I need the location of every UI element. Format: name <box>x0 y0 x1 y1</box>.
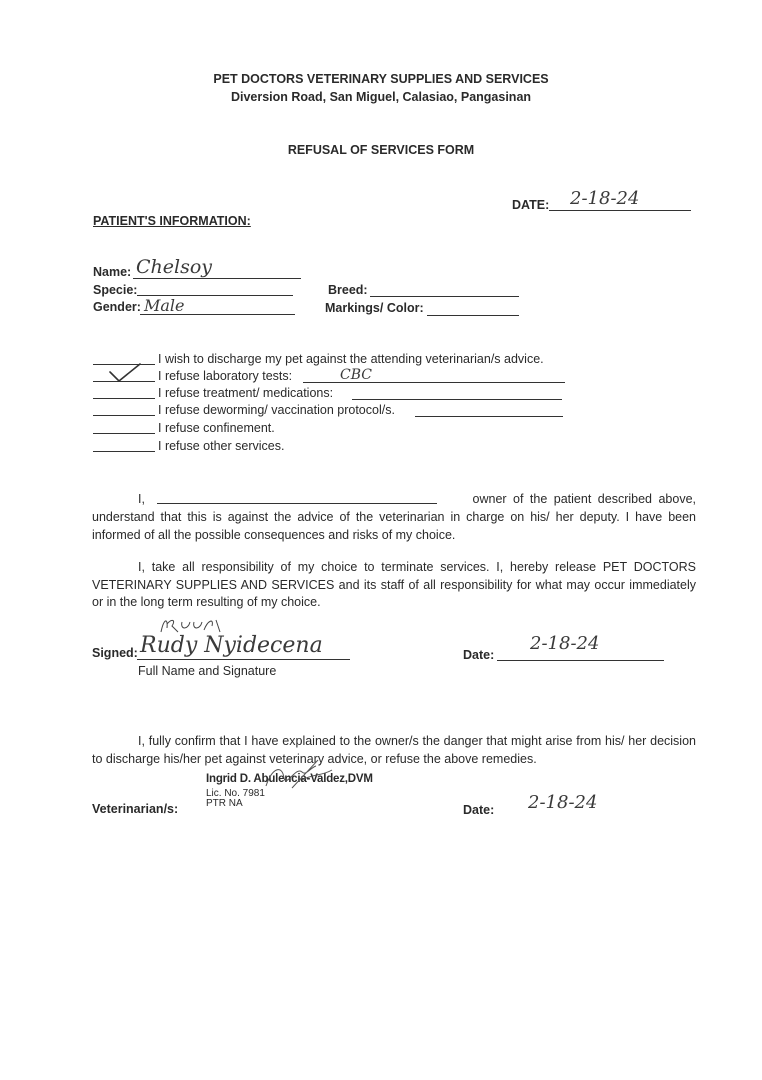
signed-date-label: Date: <box>463 648 495 662</box>
vet-license: Lic. No. 7981 <box>206 788 265 799</box>
date-value[interactable]: 2-18-24 <box>570 188 640 209</box>
refusal-item-2: I refuse laboratory tests: <box>158 369 293 383</box>
name-value[interactable]: Chelsoy <box>136 256 213 278</box>
checkmark-icon <box>108 362 142 389</box>
refusal-blank-5[interactable] <box>93 433 155 434</box>
markings-line <box>427 315 519 316</box>
patient-section-title: PATIENT'S INFORMATION: <box>93 214 251 228</box>
statement3: I, fully confirm that I have explained to the owner/s the danger that might arise from his/ her decision to discharge his/her pet against veterinary advice, or refuse the above remedies. <box>92 734 696 766</box>
refusal-blank-6[interactable] <box>93 451 155 452</box>
owner-name-line[interactable] <box>157 503 437 504</box>
lab-tests-value[interactable]: CBC <box>340 367 372 383</box>
vet-signature-icon <box>262 758 342 799</box>
refusal-item-5: I refuse confinement. <box>158 421 275 435</box>
signature-line[interactable] <box>137 659 350 660</box>
refusal-item-4: I refuse deworming/ vaccination protocol/s. <box>158 403 395 417</box>
statement1-lead: I, <box>138 492 145 506</box>
owner-signature: Rudy Nyidecena <box>140 633 323 658</box>
signed-date-value[interactable]: 2-18-24 <box>530 633 600 654</box>
company-name: PET DOCTORS VETERINARY SUPPLIES AND SERVICES <box>213 72 549 86</box>
treatment-line <box>352 399 562 400</box>
refusal-blank-3[interactable] <box>93 398 155 399</box>
name-line <box>133 278 301 279</box>
vet-label: Veterinarian/s: <box>92 802 179 816</box>
markings-label: Markings/ Color: <box>325 301 424 315</box>
statement2: I, take all responsibility of my choice to terminate services. I, hereby release PET DOCTORS VETERINARY SUPPLIES AND SERVICES and its staff of all responsibility for what may occur immediately or in the long term resulting of my choice. <box>92 560 696 609</box>
specie-label: Specie: <box>93 283 138 297</box>
vet-date-label: Date: <box>463 803 495 817</box>
signed-sub-label: Full Name and Signature <box>138 664 277 678</box>
form-title: REFUSAL OF SERVICES FORM <box>287 143 475 157</box>
signed-label: Signed: <box>92 646 138 660</box>
breed-line <box>370 296 519 297</box>
statement1-owner-text: owner of the patient described above, <box>472 492 696 506</box>
date-line <box>549 210 691 211</box>
signed-date-line <box>497 660 664 661</box>
vet-stamp-name: Ingrid D. Abulencia-Valdez,DVM <box>206 773 373 785</box>
name-label: Name: <box>93 265 132 279</box>
refusal-item-1: I wish to discharge my pet against the attending veterinarian/s advice. <box>158 352 544 366</box>
gender-value[interactable]: Male <box>144 296 185 315</box>
date-label: DATE: <box>512 198 550 212</box>
company-address: Diversion Road, San Miguel, Calasiao, Pangasinan <box>230 90 532 104</box>
statement1-body: understand that this is against the advice of the veterinarian in charge on his/ her deputy. I have been informed of all the possible consequences and risks of my choice. <box>92 510 696 542</box>
breed-label: Breed: <box>328 283 368 297</box>
refusal-item-3: I refuse treatment/ medications: <box>158 386 334 400</box>
refusal-item-6: I refuse other services. <box>158 439 285 453</box>
signature-flourish-icon <box>158 614 228 641</box>
deworming-line <box>415 416 563 417</box>
vet-ptr: PTR NA <box>206 798 243 809</box>
gender-label: Gender: <box>93 300 141 314</box>
refusal-blank-4[interactable] <box>93 415 155 416</box>
vet-date-value[interactable]: 2-18-24 <box>528 792 598 813</box>
